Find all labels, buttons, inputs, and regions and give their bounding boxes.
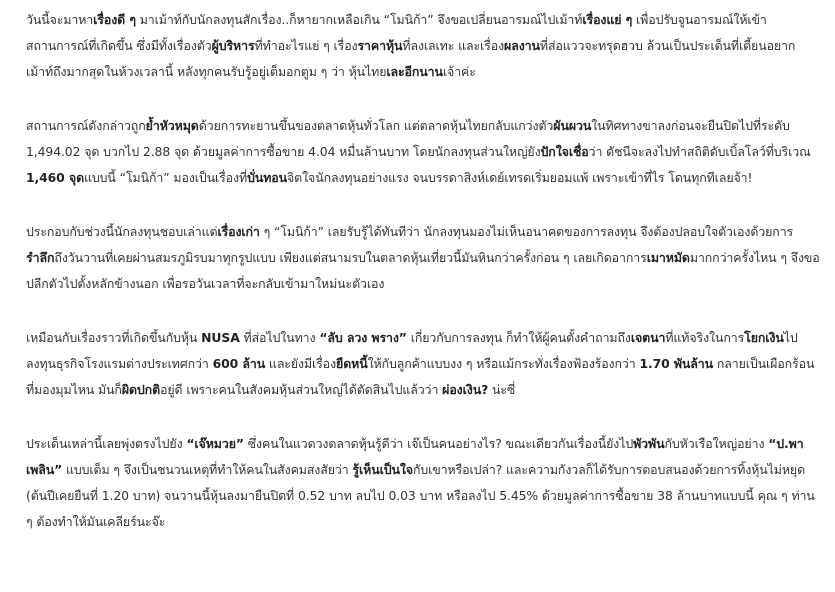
paragraph-market-situation xyxy=(26,113,821,191)
emphasis-text: ผลงาน xyxy=(504,38,540,53)
emphasis-text: NUSA xyxy=(201,330,240,345)
body-text: สถานการณ์ดังกล่าวถูก xyxy=(26,118,146,133)
emphasis-text: ผันผวน xyxy=(553,118,592,133)
emphasis-text: ราคาหุ้น xyxy=(357,38,403,53)
body-text: ประกอบกับช่วงนี้นักลงทุนชอบเล่าแต่ xyxy=(26,224,218,239)
emphasis-text: เจตนา xyxy=(630,330,666,345)
body-text: วันนี้จะมาหา xyxy=(26,12,94,27)
emphasis-text: เมาหมัด xyxy=(646,250,690,265)
emphasis-text: เรื่องเก่า xyxy=(217,224,260,239)
emphasis-text: 1.70 พันล้าน xyxy=(639,356,713,371)
body-text: กับหัวเรือใหญ่อย่าง xyxy=(664,436,769,451)
emphasis-text: “เจ๊หมวย” xyxy=(186,436,244,451)
emphasis-text: เรื่องแย่ ๆ xyxy=(582,12,633,27)
emphasis-text: 1,460 จุด xyxy=(26,170,85,185)
body-text: ด้วยการทะยานขึ้นของตลาดหุ้นทั่วโลก แต่ตลาดหุ้นไทยกลับแกว่งตัว xyxy=(198,118,554,133)
body-text: เจ้าค่ะ xyxy=(442,64,476,79)
emphasis-text: เรื่องดี ๆ xyxy=(93,12,136,27)
body-text: อยู่ดี เพราะคนในสังคมหุ้นส่วนใหญ่ได้ตัดสินไปแล้วว่า xyxy=(160,382,443,397)
body-text: ที่ส่อแววจะทรุดฮวบ ล้วนเป็นประเด็นที่เตี้ยนอยากเม้าท์ถึงมากสุดในห้วงเวลานี้ หลังทุกคนรับรู้อยู่เต็มอกตูม ๆ ว่า หุ้นไทย xyxy=(26,38,796,79)
body-text: แบบนี้ “โมนิก้า” มองเป็นเรื่องที่ xyxy=(84,170,248,185)
body-text: และยังมีเรื่อง xyxy=(265,356,337,371)
body-text: มาเม้าท์กับนักลงทุนสักเรื่อง..ก็หายากเหลือเกิน “โมนิก้า” จึงขอเปลี่ยนอารมณ์ไปเม้าท์ xyxy=(135,12,583,27)
body-text: กลายเป็นเผือกร้อนที่มองมุมไหน มันก็ xyxy=(26,356,815,397)
body-text: ที่ทำอะไรแย่ ๆ เรื่อง xyxy=(254,38,358,53)
emphasis-text: ผ่องเงิน? xyxy=(442,382,489,397)
body-text: ประเด็นเหล่านี้เลยพุ่งตรงไปยัง xyxy=(26,436,187,451)
paragraph-intro xyxy=(26,7,821,85)
emphasis-text: “ป.พาเพลิน” xyxy=(26,436,804,477)
paragraph-jae-muay xyxy=(26,431,821,535)
emphasis-text: รู้เห็นเป็นใจ xyxy=(352,462,413,477)
body-text: กับเขาหรือเปล่า? และความกังวลก็ได้รับการตอบสนองด้วยการทิ้งหุ้นไม่หยุด (ต้นปีเคยยืนที่ 1.20 บาท) จนวานนี้หุ้นลงมายืนปิดที่ 0.52 บาท ลบไป 0.03 บาท หรือลงไป 5.45% ด้วยมูลค่าการซื้อขาย 38 ล้านบาทแบบนี้ คุณ ๆ ท่าน ๆ ต้องทำให้มันเคลียร์นะจ๊ะ xyxy=(26,462,815,529)
body-text: เพื่อปรับจูนอารมณ์ให้เข้าสถานการณ์ที่เกิดขึ้น ซึ่งมีทั้งเรื่องตัว xyxy=(26,12,767,53)
emphasis-text: พัวพัน xyxy=(633,436,665,451)
body-text: เหมือนกับเรื่องราวที่เกิดขึ้นกับหุ้น xyxy=(26,330,202,345)
body-text: ถึงวันวานที่เคยผ่านสมรภูมิรบมาทุกรูปแบบ เพียงแต่สนามรบในตลาดหุ้นเที่ยวนี้มันหินกว่าครั้งก่อน ๆ เลยเกิดอาการ xyxy=(54,250,647,265)
body-text: เกี่ยวกับการลงทุน ก็ทำให้ผู้คนตั้งคำถามถึง xyxy=(406,330,631,345)
body-text: ๆ “โมนิก้า” เลยรับรู้ได้ทันทีว่า นักลงทุนมองไม่เห็นอนาคตของการลงทุน จึงต้องปลอบใจตัวเองด้วยการ xyxy=(259,224,794,239)
emphasis-text: ย้ำหัวหมุด xyxy=(145,118,199,133)
emphasis-text: บั่นทอน xyxy=(247,170,287,185)
body-text: ว่า ดัชนีจะลงไปทำสถิติดับเบิ้ลโลว์ที่บริเวณ xyxy=(588,144,811,159)
body-text: น่ะซี่ xyxy=(488,382,516,397)
emphasis-text: รำลึก xyxy=(26,250,55,265)
emphasis-text: 600 ล้าน xyxy=(212,356,266,371)
body-text: จิตใจนักลงทุนอย่างแรง จนบรรดาสิงห์เดย์เทรดเริ่มยอมแพ้ เพราะเข้าที่ไร โดนทุกทีเลยจ้า! xyxy=(286,170,753,185)
emphasis-text: ปักใจเชื่อ xyxy=(540,144,589,159)
emphasis-text: ผู้บริหาร xyxy=(211,38,255,53)
body-text: ที่ลงเลเทะ และเรื่อง xyxy=(402,38,505,53)
body-text: มากกว่าครั้งไหน ๆ จึงขอปลีกตัวไปตั้งหลักข้างนอก เพื่อรอวันเวลาที่จะกลับเข้ามาใหม่นะตัวเอง xyxy=(26,250,820,291)
body-text: ซึ่งคนในแวดวงตลาดหุ้นรู้ดีว่า เจ๊เป็นคนอย่างไร? ขณะเดียวกันเรื่องนี้ยังไป xyxy=(243,436,634,451)
body-text: ที่ส่อไปในทาง xyxy=(239,330,320,345)
paragraph-old-stories xyxy=(26,219,821,297)
emphasis-text: โยกเงิน xyxy=(744,330,784,345)
body-text: ให้กับลูกค้าแบบงง ๆ หรือแม้กระทั่งเรื่องฟ้องร้องกว่า xyxy=(367,356,640,371)
emphasis-text: เละอีกนาน xyxy=(386,64,443,79)
emphasis-text: “ลับ ลวง พราง” xyxy=(319,330,407,345)
body-text: ในทิศทางขาลงก่อนจะยืนปิดไปที่ระดับ 1,494.02 จุด บวกไป 2.88 จุด ด้วยมูลค่าการซื้อขาย 4.04 หมื่นล้านบาท โดยนักลงทุนส่วนใหญ่ยัง xyxy=(26,118,790,159)
body-text: ไปลงทุนธุรกิจโรงแรมต่างประเทศกว่า xyxy=(26,330,798,371)
paragraph-nusa xyxy=(26,325,821,403)
body-text: ที่แท้จริงในการ xyxy=(665,330,745,345)
body-text: แบบเต็ม ๆ จึงเป็นชนวนเหตุที่ทำให้คนในสังคมสงสัยว่า xyxy=(62,462,353,477)
emphasis-text: ผิดปกติ xyxy=(121,382,161,397)
emphasis-text: ยืดหนี้ xyxy=(336,356,368,371)
